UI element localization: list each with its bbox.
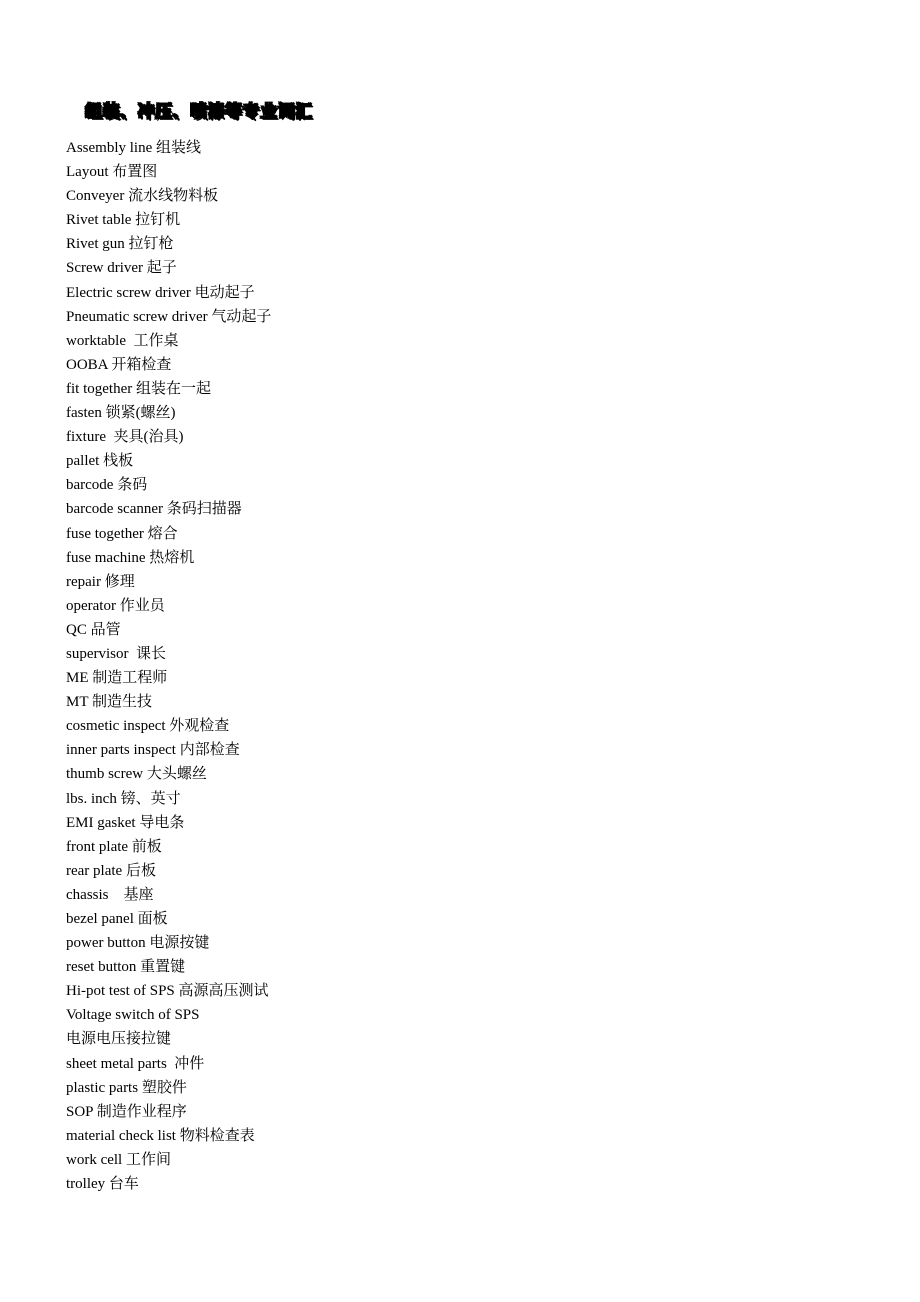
- list-item: operator 作业员: [66, 597, 165, 614]
- list-item: pallet 栈板: [66, 453, 134, 470]
- term-list: [66, 136, 271, 1196]
- list-item: fuse together 熔合: [66, 525, 178, 542]
- list-item: SOP 制造作业程序: [66, 1103, 187, 1120]
- list-item: 电源电压接拉键: [66, 1031, 172, 1048]
- list-item: Assembly line 组装线: [66, 140, 201, 156]
- list-item: lbs. inch 镑、英寸: [66, 790, 181, 807]
- list-item: bezel panel 面板: [66, 911, 168, 927]
- list-item: Rivet gun 拉钉枪: [66, 236, 174, 253]
- list-item: ME 制造工程师: [66, 670, 168, 687]
- list-item: Pneumatic screw driver 气动起子: [66, 308, 272, 325]
- list-item: material check list 物料检查表: [66, 1127, 255, 1144]
- list-item: Voltage switch of SPS: [66, 1007, 200, 1024]
- list-item: repair 修理: [66, 573, 135, 590]
- list-item: Hi-pot test of SPS 高源高压测试: [66, 983, 269, 1000]
- list-item: OOBA 开箱检查: [66, 356, 172, 373]
- list-item: Conveyer 流水线物料板: [66, 188, 219, 205]
- list-item: Electric screw driver 电动起子: [66, 284, 255, 301]
- list-item: fasten 锁紧(螺丝): [66, 405, 176, 422]
- list-item: fit together 组装在一起: [66, 380, 211, 397]
- list-item: fuse machine 热熔机: [66, 549, 195, 566]
- list-item: plastic parts 塑胶件: [66, 1079, 187, 1096]
- list-item: sheet metal parts 冲件: [66, 1055, 205, 1072]
- list-item: chassis 基座: [66, 886, 154, 903]
- list-item: barcode scanner 条码扫描器: [66, 501, 242, 518]
- list-item: trolley 台车: [66, 1176, 139, 1193]
- list-item: inner parts inspect 内部检查: [66, 742, 240, 759]
- list-item: EMI gasket 导电条: [66, 814, 185, 831]
- list-item: Rivet table 拉钉机: [66, 212, 181, 229]
- list-item: thumb screw 大头螺丝: [66, 766, 207, 783]
- list-item: Layout 布置图: [66, 164, 158, 181]
- page-title: 组装、冲压、喷漆等专业词汇: [85, 102, 313, 122]
- list-item: Screw driver 起子: [66, 260, 177, 277]
- list-item: work cell 工作间: [66, 1151, 171, 1168]
- list-item: QC 品管: [66, 621, 121, 638]
- list-item: MT 制造生技: [66, 694, 152, 711]
- list-item: supervisor 课长: [66, 645, 166, 662]
- list-item: power button 电源按键: [66, 935, 210, 952]
- list-item: barcode 条码: [66, 477, 148, 494]
- list-item: rear plate 后板: [66, 862, 156, 879]
- list-item: worktable 工作桌: [66, 332, 179, 349]
- list-item: front plate 前板: [66, 838, 162, 855]
- list-item: fixture 夹具(治具): [66, 429, 184, 446]
- list-item: cosmetic inspect 外观检查: [66, 718, 230, 735]
- list-item: reset button 重置键: [66, 959, 186, 976]
